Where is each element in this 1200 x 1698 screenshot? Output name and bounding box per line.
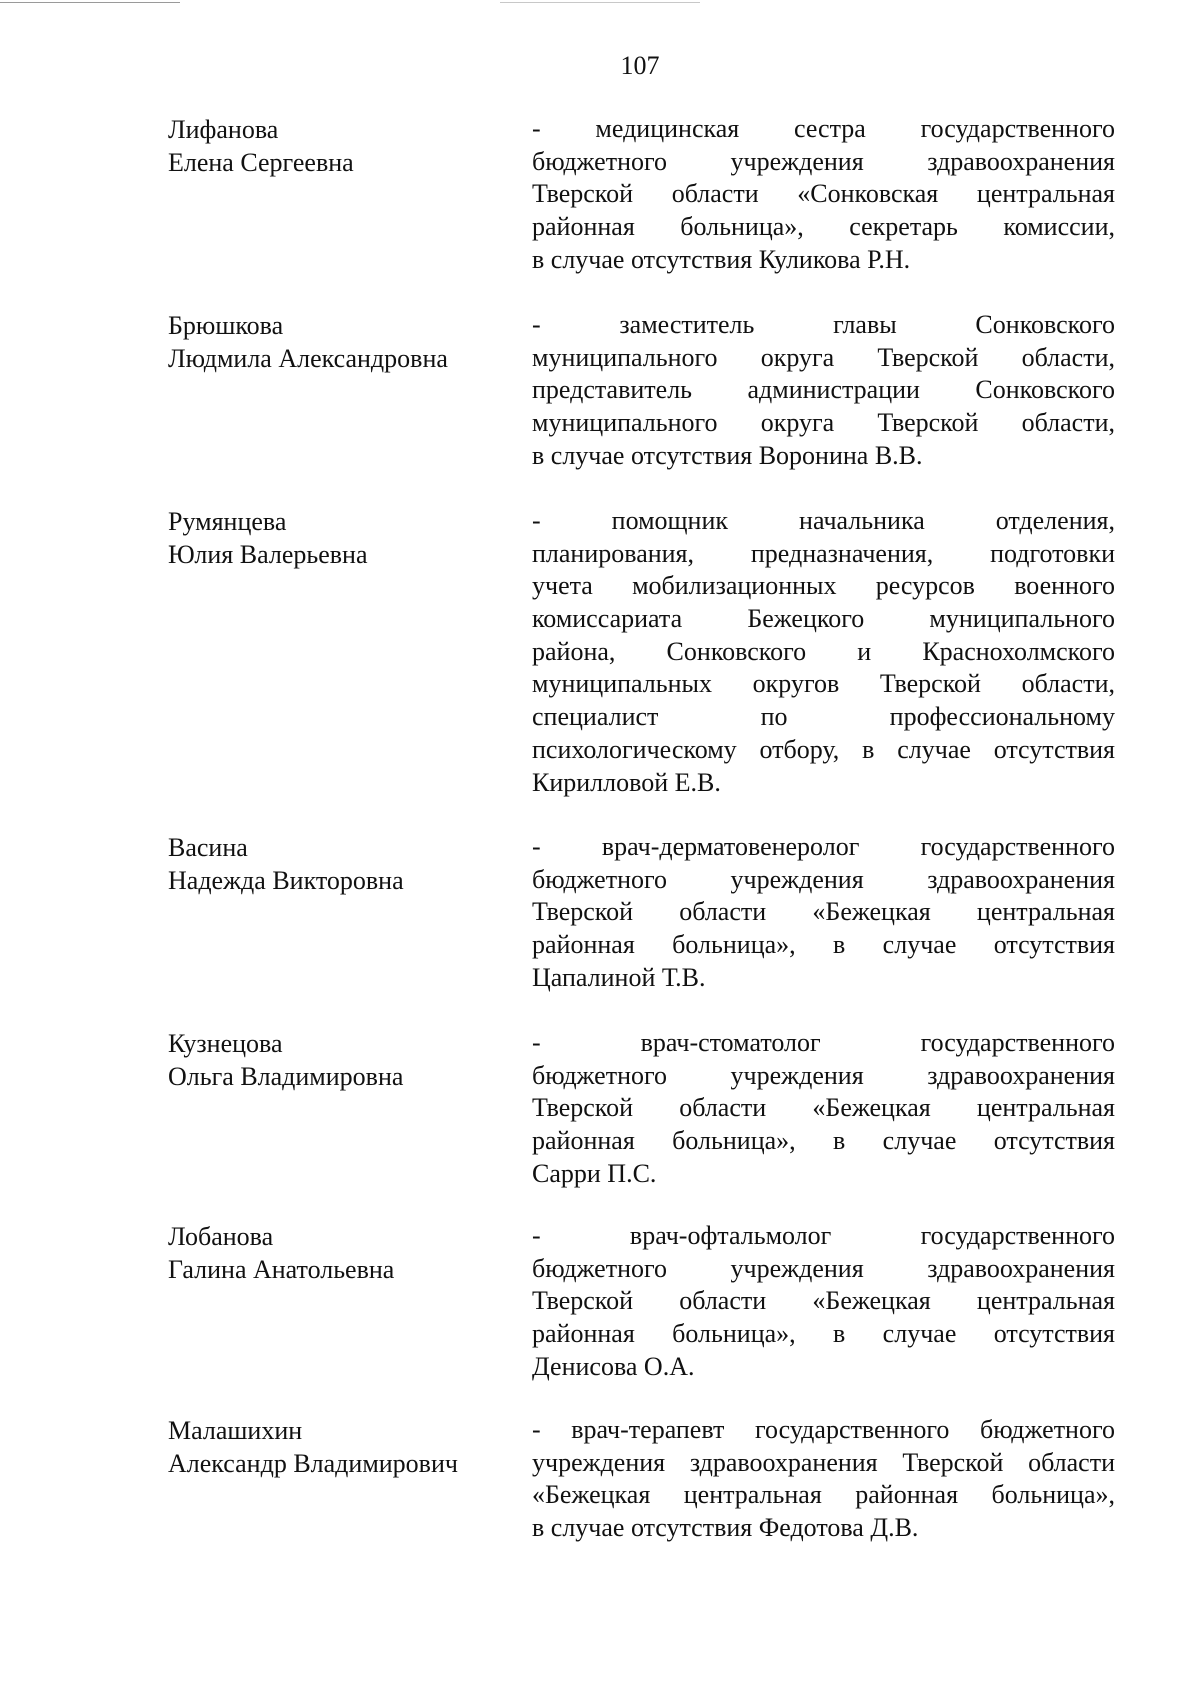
role-line: Денисова О.А. — [532, 1351, 695, 1381]
member-name — [168, 1027, 508, 1093]
member-given-names: Надежда Викторовна — [168, 866, 404, 895]
member-surname: Кузнецова — [168, 1029, 283, 1058]
role-line: Цапалиной Т.В. — [532, 962, 706, 992]
scan-artifact — [0, 2, 180, 3]
member-given-names: Людмила Александровна — [168, 344, 448, 373]
role-line: в случае отсутствия Куликова Р.Н. — [532, 244, 911, 274]
page-number: 107 — [620, 51, 660, 80]
member-role-description — [532, 309, 1115, 472]
member-given-names: Ольга Владимировна — [168, 1062, 404, 1091]
role-line: планирования, предназначения, подготовки — [532, 538, 1115, 568]
role-line: бюджетного учреждения здравоохранения — [532, 1060, 1115, 1090]
role-line: районная больница», секретарь комиссии, — [532, 212, 1115, 242]
role-line: района, Сонковского и Краснохолмского — [532, 636, 1115, 666]
member-surname: Малашихин — [168, 1416, 303, 1445]
member-role-description — [532, 1220, 1115, 1383]
role-line: Тверской области «Бежецкая центральная — [532, 1286, 1115, 1316]
member-name — [168, 1414, 508, 1480]
role-line: в случае отсутствия Федотова Д.В. — [532, 1513, 919, 1543]
role-line: Тверской области «Сонковская центральная — [532, 179, 1115, 209]
role-line: представитель администрации Сонковского — [532, 375, 1115, 405]
role-line: Сарри П.С. — [532, 1158, 657, 1188]
role-line: учреждения здравоохранения Тверской области — [532, 1447, 1115, 1477]
role-line: - помощник начальника отделения, — [532, 506, 1115, 535]
role-line: комиссариата Бежецкого муниципального — [532, 604, 1115, 634]
member-role-description — [532, 1027, 1115, 1190]
role-line: «Бежецкая центральная районная больница», — [532, 1480, 1115, 1510]
member-surname: Васина — [168, 833, 248, 862]
member-role-description — [532, 505, 1115, 799]
member-given-names: Елена Сергеевна — [168, 148, 354, 177]
role-line: - медицинская сестра государственного — [532, 114, 1115, 143]
member-surname: Брюшкова — [168, 311, 284, 340]
role-line: бюджетного учреждения здравоохранения — [532, 1253, 1115, 1283]
role-line: бюджетного учреждения здравоохранения — [532, 864, 1115, 894]
role-line: - заместитель главы Сонковского — [532, 310, 1115, 339]
role-line: Тверской области «Бежецкая центральная — [532, 1093, 1115, 1123]
member-name — [168, 309, 508, 375]
role-line: учета мобилизационных ресурсов военного — [532, 571, 1115, 601]
member-name — [168, 505, 508, 571]
member-given-names: Галина Анатольевна — [168, 1255, 395, 1284]
member-role-description — [532, 831, 1115, 994]
member-name — [168, 831, 508, 897]
member-surname: Румянцева — [168, 507, 287, 536]
role-line: районная больница», в случае отсутствия — [532, 930, 1115, 960]
role-line: в случае отсутствия Воронина В.В. — [532, 440, 923, 470]
member-role-description — [532, 113, 1115, 276]
role-line: психологическому отбору, в случае отсутствия — [532, 734, 1115, 764]
role-line: муниципального округа Тверской области, — [532, 408, 1115, 438]
role-line: районная больница», в случае отсутствия — [532, 1126, 1115, 1156]
member-name — [168, 1220, 508, 1286]
member-surname: Лифанова — [168, 115, 279, 144]
member-name — [168, 113, 508, 179]
role-line: специалист по профессиональному — [532, 702, 1115, 732]
role-line: - врач-офтальмолог государственного — [532, 1221, 1115, 1250]
member-given-names: Александр Владимирович — [168, 1449, 458, 1478]
role-line: - врач-стоматолог государственного — [532, 1028, 1115, 1057]
role-line: бюджетного учреждения здравоохранения — [532, 146, 1115, 176]
member-role-description — [532, 1414, 1115, 1545]
role-line: муниципальных округов Тверской области, — [532, 669, 1115, 699]
scan-artifact — [500, 2, 700, 3]
role-line: районная больница», в случае отсутствия — [532, 1319, 1115, 1349]
member-surname: Лобанова — [168, 1222, 274, 1251]
member-given-names: Юлия Валерьевна — [168, 540, 368, 569]
role-line: - врач-терапевт государственного бюджетного — [532, 1415, 1115, 1444]
role-line: муниципального округа Тверской области, — [532, 342, 1115, 372]
role-line: Кирилловой Е.В. — [532, 767, 721, 797]
role-line: - врач-дерматовенеролог государственного — [532, 832, 1115, 861]
role-line: Тверской области «Бежецкая центральная — [532, 897, 1115, 927]
